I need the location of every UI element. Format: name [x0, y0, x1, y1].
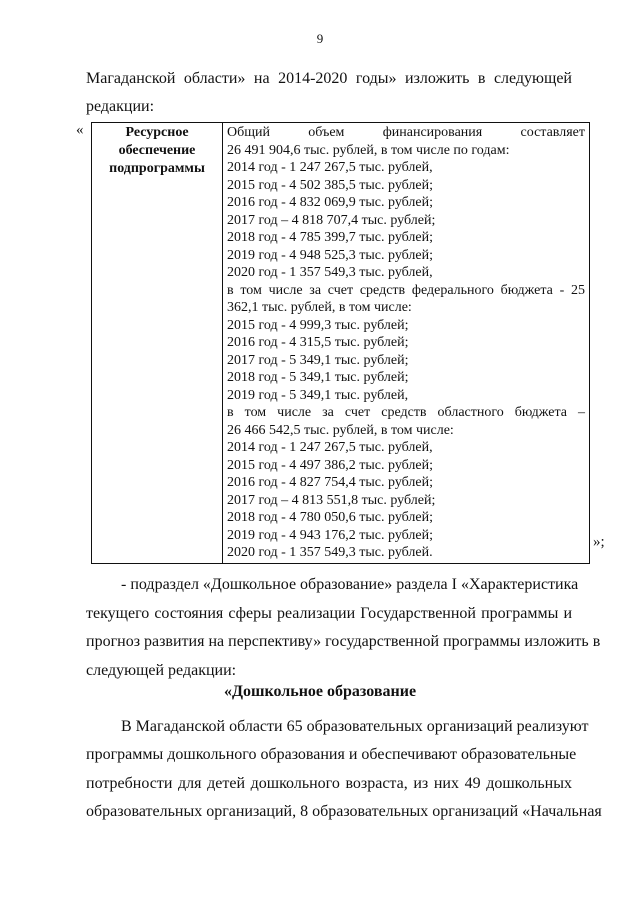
intro-text-line-1: Магаданской области» на 2014-2020 годы» изложить в следующей — [86, 70, 572, 87]
resource-label-cell — [92, 123, 223, 564]
funding-line: 2016 год - 4 315,5 тыс. рублей; — [227, 335, 409, 350]
subsection-paragraph-line: прогноз развития на перспективу» государственной программы изложить в — [86, 633, 601, 650]
closing-quote-mark: »; — [593, 534, 605, 550]
funding-line: 2019 год - 4 943 176,2 тыс. рублей; — [227, 527, 434, 543]
funding-line: 2019 год - 4 948 525,3 тыс. рублей; — [227, 247, 434, 263]
funding-line: Общий объем финансирования составляет — [227, 125, 585, 140]
funding-line: 2018 год - 5 349,1 тыс. рублей; — [227, 370, 409, 385]
subsection-paragraph-line: текущего состояния сферы реализации Государственной программы и — [86, 605, 572, 622]
resource-label-line: подпрограммы — [109, 161, 205, 176]
funding-line: 2017 год – 4 813 551,8 тыс. рублей; — [227, 492, 436, 508]
body-paragraph-line: В Магаданской области 65 образовательных организаций реализуют — [121, 718, 589, 735]
funding-line: 2018 год - 4 785 399,7 тыс. рублей; — [227, 230, 434, 245]
resource-table-row — [92, 123, 590, 564]
funding-line: 26 466 542,5 тыс. рублей, в том числе: — [227, 422, 454, 438]
funding-line: 2014 год - 1 247 267,5 тыс. рублей, — [227, 160, 433, 175]
body-paragraph-line: потребности для детей дошкольного возраста, из них 49 дошкольных — [86, 775, 572, 792]
funding-line: 2017 год - 5 349,1 тыс. рублей; — [227, 352, 409, 368]
funding-line: 2020 год - 1 357 549,3 тыс. рублей, — [227, 265, 433, 280]
funding-line: в том числе за счет средств областного бюджета – — [227, 405, 585, 420]
funding-line: 2016 год - 4 832 069,9 тыс. рублей; — [227, 195, 434, 210]
funding-line: 2017 год – 4 818 707,4 тыс. рублей; — [227, 212, 436, 228]
funding-line: 2019 год - 5 349,1 тыс. рублей, — [227, 387, 409, 403]
funding-line: 2015 год - 4 497 386,2 тыс. рублей; — [227, 457, 434, 473]
body-paragraph-line: программы дошкольного образования и обеспечивают образовательные — [86, 746, 577, 763]
funding-line: 2014 год - 1 247 267,5 тыс. рублей, — [227, 440, 433, 455]
resource-label-line: Ресурсное — [125, 125, 189, 140]
funding-line: 2015 год - 4 999,3 тыс. рублей; — [227, 317, 409, 333]
resource-label-line: обеспечение — [118, 143, 196, 158]
intro-text-line-2: редакции: — [86, 98, 155, 115]
funding-line: 2018 год - 4 780 050,6 тыс. рублей; — [227, 510, 434, 525]
resource-table — [91, 122, 590, 564]
funding-line: 26 491 904,6 тыс. рублей, в том числе по годам: — [227, 142, 510, 158]
subsection-paragraph-line: следующей редакции: — [86, 662, 237, 679]
subsection-paragraph-line: - подраздел «Дошкольное образование» раздела I «Характеристика — [121, 576, 579, 593]
resource-content-cell — [223, 123, 590, 564]
page-number: 9 — [316, 31, 324, 46]
section-heading: «Дошкольное образование — [223, 683, 417, 700]
funding-line: 362,1 тыс. рублей, в том числе: — [227, 300, 412, 315]
funding-line: 2016 год - 4 827 754,4 тыс. рублей; — [227, 475, 434, 490]
opening-quote-mark: « — [76, 122, 84, 138]
body-paragraph-line: образовательных организаций, 8 образовательных организаций «Начальная — [86, 803, 602, 820]
funding-line: 2020 год - 1 357 549,3 тыс. рублей. — [227, 545, 433, 560]
funding-line: в том числе за счет средств федерального бюджета - 25 — [227, 282, 585, 298]
funding-line: 2015 год - 4 502 385,5 тыс. рублей; — [227, 177, 434, 193]
